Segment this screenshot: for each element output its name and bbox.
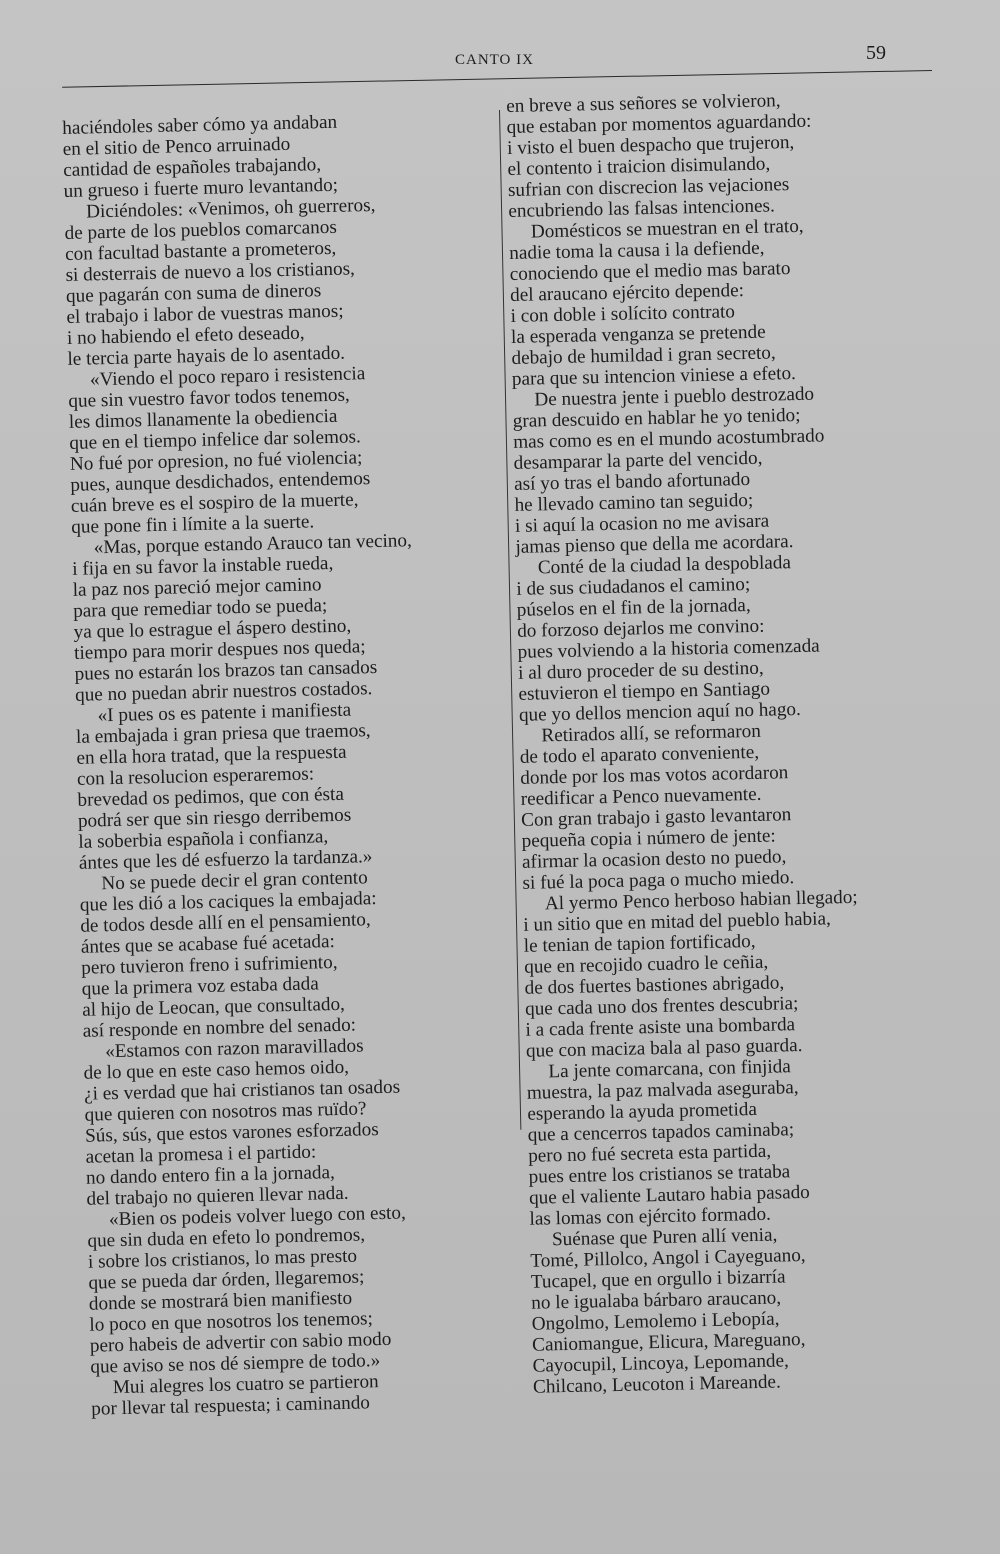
verse-line: Ongolmo, Lemolemo i Lebopía, bbox=[531, 1308, 780, 1335]
verse-line: «I pues os es patente i manifiesta bbox=[97, 699, 352, 727]
verse-line: podrá ser que sin riesgo derribemos bbox=[77, 804, 352, 832]
verse-line: en breve a sus señores se volvieron, bbox=[506, 90, 781, 117]
verse-line: Domésticos se muestran en el trato, bbox=[530, 215, 804, 243]
verse-line: pues no estarán los brazos tan cansados bbox=[74, 656, 378, 685]
verse-line: i con doble i solícito contrato bbox=[510, 301, 736, 327]
verse-line: Sús, sús, que estos varones esforzados bbox=[84, 1119, 379, 1147]
verse-line: i de sus ciudadanos el camino; bbox=[516, 573, 751, 600]
verse-line: al hijo de Leocan, que consultado, bbox=[82, 993, 346, 1021]
verse-line: brevedad os pedimos, que con ésta bbox=[77, 783, 345, 811]
verse-line: desamparar la parte del vencido, bbox=[513, 447, 763, 474]
verse-line: Suénase que Puren allí venia, bbox=[551, 1224, 778, 1251]
verse-line: que les dió a los caciques la embajada: bbox=[79, 888, 377, 916]
verse-line: encubriendo las falsas intenciones. bbox=[508, 195, 775, 222]
verse-line: en ella hora tratad, que la respuesta bbox=[76, 741, 347, 769]
verse-line: acetan la promesa i el partido: bbox=[85, 1141, 317, 1168]
verse-line: reedificar a Penco nuevamente. bbox=[520, 783, 762, 810]
verse-line: jamas pienso que della me acordara. bbox=[515, 531, 794, 558]
verse-line: Tomé, Pillolco, Angol i Cayeguano, bbox=[530, 1244, 806, 1272]
verse-line: que aviso se nos dé siempre de todo.» bbox=[90, 1350, 381, 1378]
verse-line: «Mas, porque estando Arauco tan vecino, bbox=[93, 530, 413, 559]
verse-line: Diciéndoles: «Venimos, oh guerreros, bbox=[85, 194, 376, 223]
verse-line: les dimos llanamente la obediencia bbox=[68, 405, 338, 433]
verse-line: donde se mostrará bien manifiesto bbox=[88, 1287, 353, 1315]
verse-line: le tercia parte hayais de lo asentado. bbox=[67, 342, 346, 370]
verse-line: «Viendo el poco reparo i resistencia bbox=[89, 363, 366, 391]
verse-line: un grueso i fuerte muro levantando; bbox=[63, 174, 339, 202]
verse-line: que cada uno dos frentes descubria; bbox=[524, 993, 799, 1020]
verse-line: Conté de la ciudad la despoblada bbox=[537, 552, 792, 579]
verse-line: en el sitio de Penco arruinado bbox=[62, 133, 291, 160]
verse-line: de todos desde allí en el pensamiento, bbox=[80, 909, 371, 937]
verse-line: ántes que les dé esfuerzo la tardanza.» bbox=[78, 846, 373, 874]
verse-line: cuán breve es el sospiro de la muerte, bbox=[70, 489, 359, 517]
verse-line: del trabajo no quieren llevar nada. bbox=[86, 1182, 349, 1210]
verse-line: pues, aunque desdichados, entendemos bbox=[70, 468, 371, 496]
right-column bbox=[506, 86, 993, 1397]
verse-line: Chilcano, Leucoton i Mareande. bbox=[532, 1371, 781, 1398]
verse-line: que se pueda dar órden, llegaremos; bbox=[88, 1266, 365, 1294]
verse-line: no le igualaba bárbaro araucano, bbox=[531, 1287, 782, 1314]
verse-line: pequeña copia i número de jente: bbox=[521, 825, 776, 852]
verse-line: tiempo para morir despues nos queda; bbox=[73, 636, 366, 664]
verse-line: lo poco en que nosotros los tenemos; bbox=[89, 1308, 374, 1336]
verse-line: conociendo que el medio mas barato bbox=[509, 258, 791, 285]
verse-line: Retirados allí, se reformaron bbox=[541, 720, 762, 747]
verse-line: del araucano ejército depende: bbox=[509, 280, 745, 306]
verse-line: pues entre los cristianos se trataba bbox=[528, 1161, 791, 1188]
verse-line: así responde en nombre del senado: bbox=[82, 1014, 357, 1042]
verse-line: la paz nos pareció mejor camino bbox=[72, 574, 322, 601]
verse-line: que sin vuestro favor todos tenemos, bbox=[68, 384, 350, 412]
verse-line: i visto el buen despacho que trujeron, bbox=[506, 131, 795, 159]
verse-line: nadie toma la causa i la defiende, bbox=[509, 237, 765, 264]
verse-line: sufrian con discrecion las vejaciones bbox=[507, 174, 790, 201]
verse-line: que yo dellos mencion aquí no hago. bbox=[518, 698, 802, 726]
verse-line: pero tuvieron freno i sufrimiento, bbox=[81, 951, 338, 979]
left-column bbox=[62, 108, 551, 1420]
verse-line: donde por los mas votos acordaron bbox=[520, 762, 789, 789]
verse-line: estuvieron el tiempo en Santiago bbox=[518, 678, 771, 705]
verse-line: si fué la poca paga o mucho miedo. bbox=[522, 867, 795, 894]
verse-line: i fija en su favor la instable rueda, bbox=[72, 552, 334, 580]
verse-line: las lomas con ejército formado. bbox=[529, 1203, 772, 1230]
verse-line: que pone fin i límite a la suerte. bbox=[71, 511, 315, 538]
verse-line: que a cencerros tapados caminaba; bbox=[527, 1119, 795, 1146]
verse-line: de dos fuertes bastiones abrigado, bbox=[524, 972, 785, 999]
verse-line: pero no fué secreta esta partida, bbox=[527, 1140, 772, 1167]
verse-line: i a cada frente asiste una bombarda bbox=[525, 1014, 796, 1041]
verse-line: No se puede decir el gran contento bbox=[101, 867, 368, 895]
verse-line: Cayocupil, Lincoya, Lepomande, bbox=[532, 1350, 790, 1377]
verse-line: ya que lo estrague el áspero destino, bbox=[73, 615, 352, 643]
verse-line: púselos en el fin de la jornada, bbox=[516, 594, 751, 621]
verse-line: afirmar la ocasion desto no puedo, bbox=[521, 846, 787, 873]
verse-line: gran descuido en hablar he yo tenido; bbox=[512, 404, 801, 432]
verse-line: que no puedan abrir nuestros costados. bbox=[74, 678, 373, 706]
header-rule bbox=[62, 70, 932, 88]
verse-line: pues volviendo a la historia comenzada bbox=[517, 635, 820, 663]
verse-line: ántes que se acabase fué acetada: bbox=[80, 931, 336, 958]
verse-line: con la resolucion esperaremos: bbox=[76, 763, 315, 790]
verse-line: Con gran trabajo i gasto levantaron bbox=[520, 804, 792, 831]
verse-line: que en recojido cuadro le ceñia, bbox=[524, 951, 769, 978]
verse-line: el trabajo i labor de vuestras manos; bbox=[66, 300, 344, 328]
verse-line: con facultad bastante a prometeros, bbox=[64, 237, 337, 265]
verse-line: cantidad de españoles trabajando, bbox=[62, 154, 322, 181]
verse-line: «Bien os podeis volver luego con esto, bbox=[108, 1202, 406, 1231]
verse-line: muestra, la paz malvada aseguraba, bbox=[526, 1077, 799, 1104]
verse-line: el contento i traicion disimulando, bbox=[507, 153, 771, 180]
verse-line: la embajada i gran priesa que traemos, bbox=[75, 720, 371, 748]
verse-line: De nuestra jente i pueblo destrozado bbox=[534, 383, 815, 411]
verse-line: pero habeis de advertir con sabio modo bbox=[89, 1328, 392, 1357]
verse-line: de lo que en este caso hemos oido, bbox=[83, 1056, 350, 1084]
verse-line: Al yermo Penco herboso habian llegado; bbox=[544, 886, 858, 915]
verse-line: que con maciza bala al paso guarda. bbox=[525, 1035, 803, 1062]
verse-line: he llevado camino tan seguido; bbox=[514, 489, 754, 516]
verse-line: haciéndoles saber cómo ya andaban bbox=[62, 111, 338, 139]
verse-line: para que su intencion viniese a efeto. bbox=[511, 362, 797, 390]
verse-line: la soberbia española i confianza, bbox=[78, 826, 329, 853]
verse-line: que quieren con nosotros mas ruïdo? bbox=[84, 1098, 367, 1126]
verse-line: que estaban por momentos aguardando: bbox=[506, 110, 812, 138]
verse-line: Mui alegres los cuatro se partieron bbox=[112, 1371, 379, 1399]
verse-line: le tenian de tapion fortificado, bbox=[523, 930, 756, 957]
verse-line: por llevar tal respuesta; i caminando bbox=[91, 1392, 371, 1420]
verse-line: «Estamos con razon maravillados bbox=[104, 1035, 364, 1063]
verse-line: esperando la ayuda prometida bbox=[527, 1098, 758, 1125]
verse-line: i un sitio que en mitad del pueblo habia, bbox=[523, 908, 831, 936]
verse-line: i si aquí la ocasion no me avisara bbox=[514, 510, 770, 537]
verse-line: que sin duda en efeto lo pondremos, bbox=[87, 1224, 366, 1252]
verse-line: la esperada venganza se pretende bbox=[510, 321, 766, 348]
verse-line: Tucapel, que en orgullo i bizarría bbox=[530, 1266, 786, 1293]
verse-line: i al duro proceder de su destino, bbox=[517, 657, 764, 684]
verse-line: i sobre los cristianos, lo mas presto bbox=[87, 1245, 358, 1273]
verse-line: La jente comarcana, con finjida bbox=[548, 1056, 792, 1083]
verse-line: si desterrais de nuevo a los cristianos, bbox=[65, 258, 356, 286]
verse-line: que pagarán con suma de dineros bbox=[65, 280, 322, 307]
verse-line: así yo tras el bando afortunado bbox=[513, 468, 751, 495]
page-number: 59 bbox=[866, 42, 886, 64]
verse-line: Caniomangue, Elicura, Mareguano, bbox=[531, 1329, 806, 1356]
running-title: CANTO IX bbox=[455, 52, 534, 68]
verse-line: mas como es en el mundo acostumbrado bbox=[513, 425, 825, 453]
verse-line: debajo de humildad i gran secreto, bbox=[511, 342, 776, 369]
verse-line: que en el tiempo infelice dar solemos. bbox=[69, 426, 362, 454]
verse-line: de parte de los pueblos comarcanos bbox=[64, 216, 338, 244]
verse-line: que el valiente Lautaro habia pasado bbox=[528, 1181, 811, 1209]
verse-line: que la primera voz estaba dada bbox=[81, 973, 320, 1000]
verse-line: no dando entero fin a la jornada, bbox=[85, 1162, 336, 1189]
verse-line: do forzoso dejarlos me convino: bbox=[516, 615, 765, 642]
verse-line: ¿i es verdad que hai cristianos tan osados bbox=[83, 1076, 401, 1105]
verse-line: de todo el aparato conveniente, bbox=[519, 741, 760, 768]
verse-line: i no habiendo el efeto deseado, bbox=[66, 322, 305, 349]
verse-line: No fué por opresion, no fué violencia; bbox=[69, 447, 363, 475]
verse-line: para que remediar todo se pueda; bbox=[72, 595, 328, 622]
